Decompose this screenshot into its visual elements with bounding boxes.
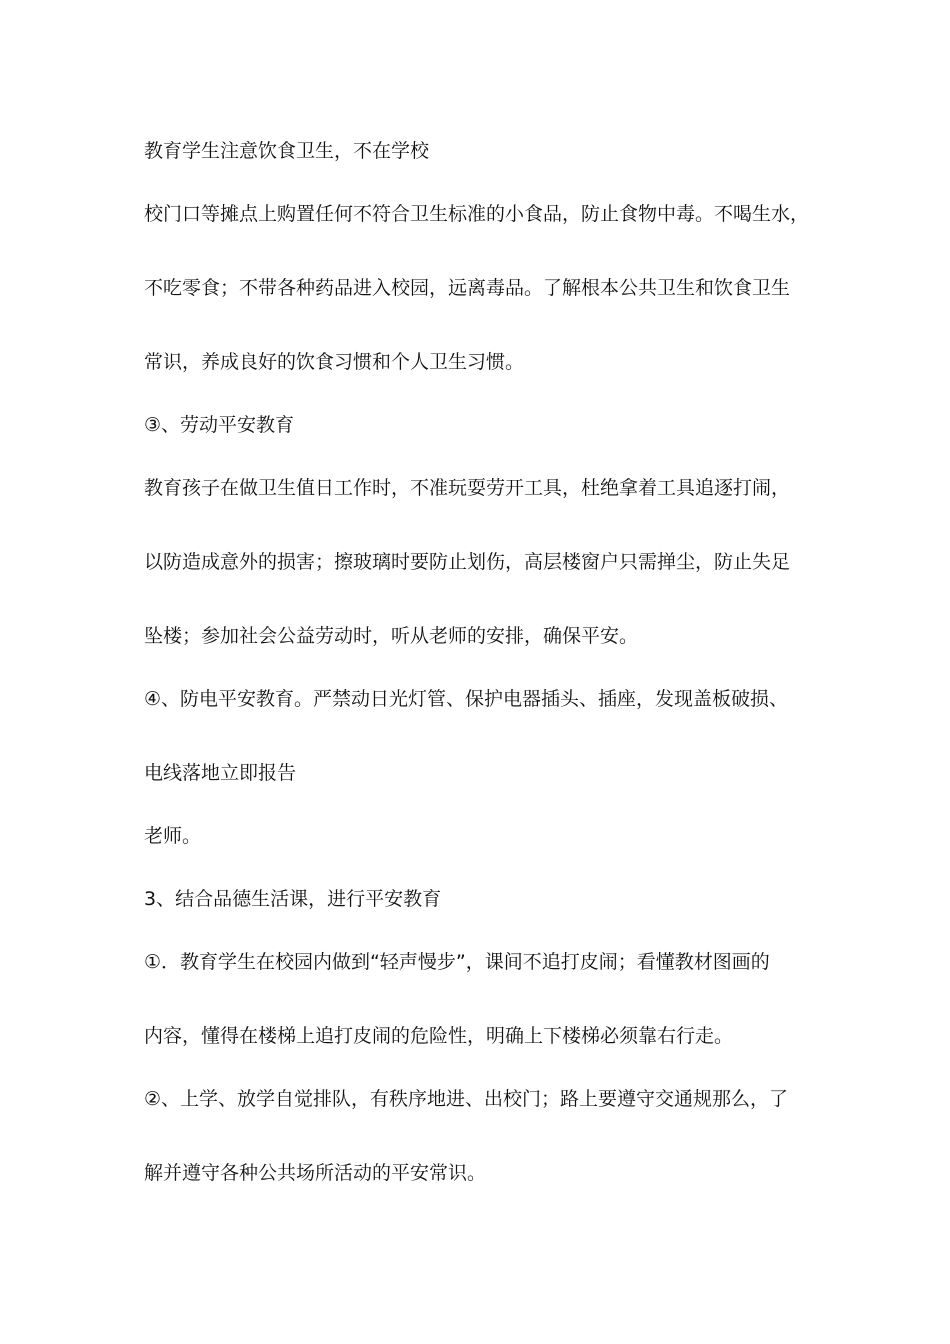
text-line: 内容，懂得在楼梯上追打皮闹的危险性，明确上下楼梯必须靠右行走。 [144, 1025, 734, 1047]
text-line: 教育学生注意饮食卫生，不在学校 [144, 140, 430, 162]
text-line: 校门口等摊点上购置任何不符合卫生标准的小食品，防止食物中毒。不喝生水， [144, 203, 810, 225]
text-line: ②、上学、放学自觉排队，有秩序地进、出校门；路上要遵守交通规那么，了 [144, 1088, 789, 1110]
text-line: 解并遵守各种公共场所活动的平安常识。 [144, 1162, 487, 1184]
text-line: 坠楼；参加社会公益劳动时，听从老师的安排，确保平安。 [144, 625, 639, 647]
text-line: 电线落地立即报告 [144, 762, 297, 784]
text-line: ④、防电平安教育。严禁动日光灯管、保护电器插头、插座，发现盖板破损、 [144, 688, 789, 710]
text-line: 以防造成意外的损害；擦玻璃时要防止划伤，高层楼窗户只需掸尘，防止失足 [144, 551, 791, 573]
section-heading: ③、劳动平安教育 [144, 414, 295, 436]
text-line: ①．教育学生在校园内做到“轻声慢步”，课间不追打皮闹；看懂教材图画的 [144, 951, 770, 973]
text-line: 教育孩子在做卫生值日工作时，不准玩耍劳开工具，杜绝拿着工具追逐打闹， [144, 477, 791, 499]
text-line: 不吃零食；不带各种药品进入校园，远离毒品。了解根本公共卫生和饮食卫生 [144, 277, 791, 299]
text-line: 常识，养成良好的饮食习惯和个人卫生习惯。 [144, 351, 525, 373]
text-line: 老师。 [144, 825, 202, 847]
section-heading: 3、结合品德生活课，进行平安教育 [144, 888, 442, 910]
